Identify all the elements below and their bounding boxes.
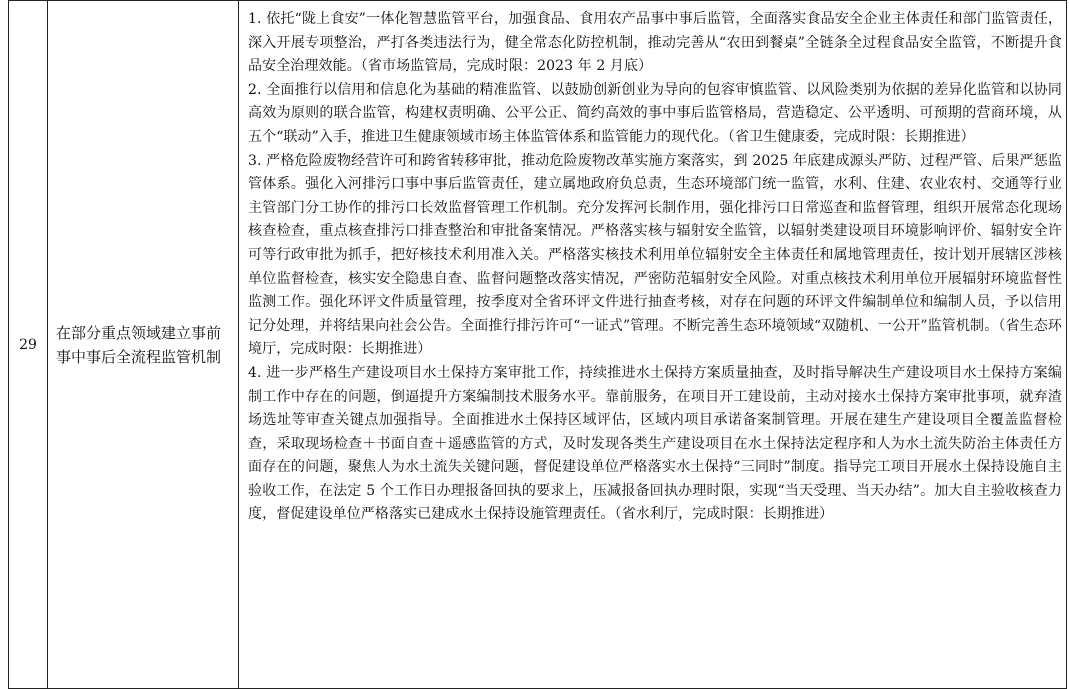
policy-table <box>8 0 1067 689</box>
task-title-cell: 在部分重点领域建立事前事中事后全流程监管机制 <box>48 1 239 689</box>
measure-item-1: 1. 依托“陇上食安”一体化智慧监管平台，加强食品、食用农产品事中事后监管，全面落实食品安全企业主体责任和部门监管责任，深入开展专项整治，严打各类违法行为，健全常态化防控机制，推动完善从“农田到餐桌”全链条全过程食品安全监管，不断提升食品安全治理效能。（省市场监管局，完成时限：2023 年 2 月底） <box>248 11 1062 75</box>
measure-item-2: 2. 全面推行以信用和信息化为基础的精准监管、以鼓励创新创业为导向的包容审慎监管、以风险类别为依据的差异化监管和以协同高效为原则的联合监管，构建权责明确、公平公正、简约高效的事中事后监管格局，营造稳定、公平透明、可预期的营商环境，从五个“联动”入手，推进卫生健康领域市场主体监管体系和监管能力的现代化。（省卫生健康委，完成时限：长期推进） <box>248 81 1062 145</box>
table-row <box>9 1 1067 689</box>
row-number-cell: 29 <box>9 1 48 689</box>
measures-cell <box>239 1 1067 689</box>
measure-item-3: 3. 严格危险废物经营许可和跨省转移审批，推动危险废物改革实施方案落实，到 2025 年底建成源头严防、过程严管、后果严惩监管体系。强化入河排污口事中事后监管责任，建立属地政府负总责，生态环境部门统一监管，水利、住建、农业农村、交通等行业主管部门分工协作的排污口长效监督管理工作机制。充分发挥河长制作用，强化排污口日常巡查和监督管理，组织开展常态化现场核查检查，重点核查排污口排查整治和审批备案情况。严格落实核与辐射安全监管，以辐射类建设项目环境影响评价、辐射安全许可等行政审批为抓手，把好核技术利用准入关。严格落实核技术利用单位辐射安全主体责任和属地管理责任，按计划开展辖区涉核单位监督检查，核实安全隐患自查、监督问题整改落实情况，严密防范辐射安全风险。对重点核技术利用单位开展辐射环境监督性监测工作。强化环评文件质量管理，按季度对全省环评文件进行抽查考核，对存在问题的环评文件编制单位和编制人员，予以信用记分处理，并将结果向社会公告。全面推行排污许可“一证式”管理。不断完善生态环境领域“双随机、一公开”监管机制。（省生态环境厅，完成时限：长期推进） <box>248 152 1062 358</box>
measure-item-4: 4. 进一步严格生产建设项目水土保持方案审批工作，持续推进水土保持方案质量抽查，及时指导解决生产建设项目水土保持方案编制工作中存在的问题，倒逼提升方案编制技术服务水平。靠前服务，在项目开工建设前，主动对接水土保持方案审批事项，就弃渣场选址等审查关键点加强指导。全面推进水土保持区域评估，区域内项目承诺备案制管理。开展在建生产建设项目全覆盖监督检查，采取现场检查＋书面自查＋遥感监管的方式，及时发现各类生产建设项目在水土保持法定程序和人为水土流失防治主体责任方面存在的问题，聚焦人为水土流失关键问题，督促建设单位严格落实水土保持“三同时”制度。指导完工项目开展水土保持设施自主验收工作，在法定 5 个工作日办理报备回执的要求上，压减报备回执办理时限，实现“当天受理、当天办结”。加大自主验收核查力度，督促建设单位严格落实已建成水土保持设施管理责任。（省水利厅，完成时限：长期推进） <box>248 364 1062 523</box>
